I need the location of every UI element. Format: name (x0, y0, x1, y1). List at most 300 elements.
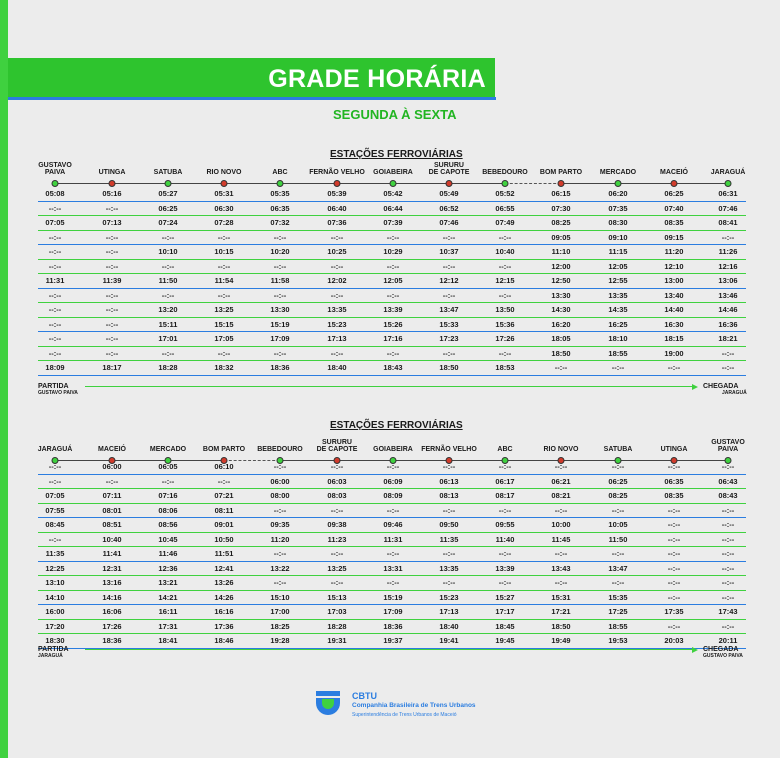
time-cell: --:-- (386, 232, 400, 242)
time-cell: 13:39 (495, 563, 515, 573)
station-name: MERCADO (599, 169, 637, 176)
time-cell: 19:00 (664, 348, 684, 358)
table-row (38, 576, 746, 591)
time-cell: 15:13 (327, 592, 347, 602)
chegada-station: JARAGUÁ (722, 390, 747, 396)
time-cell: --:-- (105, 305, 119, 314)
time-cell: 15:35 (608, 592, 628, 602)
time-cell: 13:50 (495, 305, 515, 314)
station-dot-icon (502, 180, 509, 187)
time-cell: 14:30 (551, 305, 571, 314)
time-cell: 11:35 (439, 534, 459, 544)
time-cell: 16:36 (718, 319, 738, 329)
time-cell: 08:35 (664, 491, 684, 500)
time-cell: 13:22 (270, 563, 290, 573)
time-cell: --:-- (721, 505, 735, 515)
time-cell: --:-- (217, 476, 231, 486)
time-cell: 12:10 (664, 261, 684, 271)
time-cell: --:-- (498, 462, 512, 471)
time-cell: 08:25 (551, 218, 571, 227)
time-cell: 13:47 (439, 305, 459, 314)
time-cell: 11:41 (102, 549, 122, 558)
table-row (38, 620, 746, 635)
time-cell: 06:55 (495, 203, 515, 213)
time-cell: 07:40 (664, 203, 684, 213)
cbtu-logo-icon (315, 690, 341, 716)
title-banner (8, 58, 495, 97)
time-cell: 11:31 (45, 276, 65, 285)
time-cell: 16:16 (214, 607, 234, 616)
section1-station-header (38, 158, 746, 180)
time-cell: --:-- (330, 462, 344, 471)
time-cell: 11:20 (664, 247, 684, 256)
time-cell: 13:31 (383, 563, 403, 573)
time-cell: --:-- (330, 549, 344, 558)
station-dot-icon (558, 180, 565, 187)
time-cell: 14:40 (664, 305, 684, 314)
time-cell: 14:21 (158, 592, 178, 602)
time-cell: --:-- (161, 476, 175, 486)
time-cell: --:-- (611, 549, 625, 558)
time-cell: 18:43 (383, 363, 403, 372)
time-cell: 08:13 (439, 491, 459, 500)
time-cell: 18:10 (608, 334, 628, 343)
time-cell: --:-- (498, 290, 512, 300)
chegada-label: CHEGADA (703, 383, 739, 390)
time-cell: 07:36 (327, 218, 347, 227)
time-cell: 07:32 (270, 218, 290, 227)
time-cell: --:-- (667, 462, 681, 471)
time-cell: --:-- (667, 621, 681, 631)
time-cell: 10:45 (158, 534, 178, 544)
arrow-right-icon (692, 384, 698, 390)
time-cell: 05:39 (327, 189, 347, 198)
time-cell: --:-- (721, 549, 735, 558)
time-cell: --:-- (105, 247, 119, 256)
time-cell: 13:35 (439, 563, 459, 573)
time-cell: --:-- (611, 462, 625, 471)
time-cell: 08:30 (608, 218, 628, 227)
time-cell: 18:36 (270, 363, 290, 372)
table-row (38, 260, 746, 275)
partida-station: GUSTAVO PAIVA (38, 390, 78, 396)
time-cell: --:-- (442, 261, 456, 271)
time-cell: --:-- (667, 534, 681, 544)
time-cell: 16:00 (45, 607, 65, 616)
station-dot-icon (446, 180, 453, 187)
time-cell: 07:35 (608, 203, 628, 213)
time-cell: 06:17 (495, 476, 515, 486)
time-cell: 13:10 (45, 578, 65, 587)
station-name: MACEIÓ (660, 169, 688, 176)
time-cell: --:-- (105, 232, 119, 242)
time-cell: 15:19 (383, 592, 403, 602)
time-cell: --:-- (442, 462, 456, 471)
station-name: MERCADO (149, 446, 187, 453)
station-name: GOIABEIRA (373, 169, 413, 176)
time-cell: 06:15 (551, 189, 571, 198)
table-row (38, 231, 746, 246)
time-cell: --:-- (161, 348, 175, 358)
time-cell: 12:36 (158, 563, 178, 573)
time-cell: --:-- (611, 578, 625, 587)
time-cell: 08:56 (158, 520, 178, 529)
time-cell: --:-- (48, 261, 62, 271)
time-cell: --:-- (721, 578, 735, 587)
table-row (38, 274, 746, 289)
time-cell: 06:52 (439, 203, 459, 213)
time-cell: 09:55 (495, 520, 515, 529)
time-cell: 11:23 (327, 534, 347, 544)
time-cell: --:-- (667, 563, 681, 573)
table-row (38, 634, 746, 649)
time-cell: --:-- (273, 348, 287, 358)
time-cell: 08:41 (718, 218, 738, 227)
table-row (38, 216, 746, 231)
time-cell: 13:30 (551, 290, 571, 300)
time-cell: 07:28 (214, 218, 234, 227)
time-cell: 08:17 (495, 491, 515, 500)
time-cell: 12:25 (45, 563, 65, 573)
time-cell: --:-- (442, 505, 456, 515)
time-cell: 15:26 (383, 319, 403, 329)
time-cell: 16:25 (608, 319, 628, 329)
time-cell: 14:16 (102, 592, 122, 602)
time-cell: --:-- (611, 363, 625, 372)
time-cell: 10:20 (270, 247, 290, 256)
table-row (38, 245, 746, 260)
time-cell: --:-- (105, 476, 119, 486)
row-divider (38, 375, 746, 376)
time-cell: 08:51 (102, 520, 122, 529)
time-cell: 15:31 (551, 592, 571, 602)
section1-heading: ESTAÇÕES FERROVIÁRIAS (330, 149, 463, 160)
time-cell: 13:43 (551, 563, 571, 573)
time-cell: 12:05 (608, 261, 628, 271)
time-cell: 10:37 (439, 247, 459, 256)
time-cell: 18:40 (439, 621, 459, 631)
time-cell: 06:03 (327, 476, 347, 486)
time-cell: 12:15 (495, 276, 515, 285)
time-cell: --:-- (611, 505, 625, 515)
time-cell: 17:16 (383, 334, 403, 343)
time-cell: 13:16 (102, 578, 122, 587)
time-cell: --:-- (554, 578, 568, 587)
time-cell: 07:11 (102, 491, 122, 500)
time-cell: 18:50 (439, 363, 459, 372)
direction-arrow-line (85, 649, 693, 650)
time-cell: 07:46 (718, 203, 738, 213)
time-cell: --:-- (161, 261, 175, 271)
table-row (38, 202, 746, 217)
time-cell: 06:25 (158, 203, 178, 213)
time-cell: --:-- (217, 232, 231, 242)
time-cell: 11:54 (214, 276, 234, 285)
time-cell: 08:01 (102, 505, 122, 515)
time-cell: 08:11 (214, 505, 234, 515)
time-cell: 07:05 (45, 491, 65, 500)
station-name: JARAGUÁ (710, 169, 746, 176)
time-cell: --:-- (667, 520, 681, 529)
station-dot-icon (277, 180, 284, 187)
time-cell: 09:10 (608, 232, 628, 242)
time-cell: --:-- (48, 290, 62, 300)
table-row (38, 489, 746, 504)
time-cell: 06:05 (158, 462, 178, 471)
time-cell: 08:09 (383, 491, 403, 500)
time-cell: --:-- (667, 549, 681, 558)
time-cell: 19:31 (327, 636, 347, 645)
time-cell: 15:23 (439, 592, 459, 602)
time-cell: --:-- (330, 505, 344, 515)
time-cell: 13:21 (158, 578, 178, 587)
time-cell: --:-- (105, 290, 119, 300)
time-cell: 17:43 (718, 607, 738, 616)
table-row (38, 332, 746, 347)
time-cell: 11:40 (495, 534, 515, 544)
time-cell: --:-- (48, 534, 62, 544)
time-cell: 06:13 (439, 476, 459, 486)
time-cell: --:-- (498, 232, 512, 242)
time-cell: 07:24 (158, 218, 178, 227)
time-cell: --:-- (273, 232, 287, 242)
time-cell: --:-- (386, 505, 400, 515)
time-cell: 19:41 (439, 636, 459, 645)
time-cell: 18:55 (608, 348, 628, 358)
time-cell: 17:03 (327, 607, 347, 616)
time-cell: 07:49 (495, 218, 515, 227)
time-cell: 06:21 (551, 476, 571, 486)
time-cell: 14:46 (718, 305, 738, 314)
time-cell: --:-- (721, 563, 735, 573)
station-dot-icon (725, 180, 732, 187)
time-cell: --:-- (721, 534, 735, 544)
time-cell: 12:12 (439, 276, 459, 285)
station-dot-icon (334, 180, 341, 187)
time-cell: 10:25 (327, 247, 347, 256)
time-cell: 16:30 (664, 319, 684, 329)
time-cell: 15:11 (158, 319, 178, 329)
time-cell: 10:40 (102, 534, 122, 544)
time-cell: --:-- (667, 363, 681, 372)
station-name: JARAGUÁ (37, 446, 73, 453)
time-cell: --:-- (667, 505, 681, 515)
station-dot-icon (221, 180, 228, 187)
time-cell: --:-- (442, 232, 456, 242)
time-cell: --:-- (554, 549, 568, 558)
time-cell: 11:35 (45, 549, 65, 558)
time-cell: 19:45 (495, 636, 515, 645)
time-cell: 14:35 (608, 305, 628, 314)
time-cell: --:-- (217, 348, 231, 358)
station-name: SATUBA (603, 446, 633, 453)
time-cell: 17:13 (439, 607, 459, 616)
table-row (38, 303, 746, 318)
time-cell: 09:50 (439, 520, 459, 529)
time-cell: 06:43 (718, 476, 738, 486)
time-cell: 05:42 (383, 189, 403, 198)
time-cell: --:-- (105, 203, 119, 213)
logo-name: CBTU (352, 691, 377, 701)
time-cell: 15:10 (270, 592, 290, 602)
time-cell: --:-- (48, 203, 62, 213)
time-cell: 17:09 (270, 334, 290, 343)
time-cell: 15:33 (439, 319, 459, 329)
time-cell: 06:00 (270, 476, 290, 486)
time-cell: 06:44 (383, 203, 403, 213)
time-cell: 05:08 (45, 189, 65, 198)
time-cell: 17:20 (45, 621, 65, 631)
time-cell: --:-- (217, 290, 231, 300)
station-name: UTINGA (98, 169, 126, 176)
time-cell: 05:49 (439, 189, 459, 198)
time-cell: 13:35 (327, 305, 347, 314)
time-cell: --:-- (554, 462, 568, 471)
station-name: BEBEDOURO (482, 169, 528, 176)
time-cell: 17:36 (214, 621, 234, 631)
time-cell: 15:36 (495, 319, 515, 329)
time-cell: 11:46 (158, 549, 178, 558)
time-cell: --:-- (330, 232, 344, 242)
time-cell: 07:05 (45, 218, 65, 227)
time-cell: --:-- (721, 348, 735, 358)
time-cell: 17:35 (664, 607, 684, 616)
table-row (38, 605, 746, 620)
time-cell: 06:35 (270, 203, 290, 213)
time-cell: --:-- (48, 319, 62, 329)
direction-arrow-line (85, 386, 693, 387)
time-cell: 05:52 (495, 189, 515, 198)
time-cell: 18:50 (551, 621, 571, 631)
time-cell: 12:41 (214, 563, 234, 573)
station-name: SATUBA (153, 169, 183, 176)
table-row (38, 460, 746, 475)
time-cell: 11:10 (551, 247, 571, 256)
table-row (38, 591, 746, 606)
time-cell: --:-- (330, 348, 344, 358)
partida-label: PARTIDA (38, 646, 69, 653)
time-cell: 18:50 (551, 348, 571, 358)
title-underline (8, 97, 496, 100)
time-cell: 08:00 (270, 491, 290, 500)
time-cell: 08:43 (718, 491, 738, 500)
time-cell: 17:23 (439, 334, 459, 343)
station-name: SURURU DE CAPOTE (316, 439, 358, 453)
time-cell: --:-- (386, 290, 400, 300)
time-cell: 16:20 (551, 319, 571, 329)
time-cell: --:-- (386, 348, 400, 358)
time-cell: 07:30 (551, 203, 571, 213)
time-cell: 19:28 (270, 636, 290, 645)
time-cell: --:-- (442, 348, 456, 358)
time-cell: 09:38 (327, 520, 347, 529)
station-name: ABC (272, 169, 288, 176)
time-cell: 18:36 (383, 621, 403, 631)
time-cell: 16:06 (102, 607, 122, 616)
time-cell: --:-- (161, 232, 175, 242)
time-cell: 08:06 (158, 505, 178, 515)
time-cell: 18:41 (158, 636, 178, 645)
time-cell: 17:25 (608, 607, 628, 616)
table-row (38, 504, 746, 519)
time-cell: 06:00 (102, 462, 122, 471)
time-cell: 09:15 (664, 232, 684, 242)
time-cell: 13:40 (664, 290, 684, 300)
time-cell: --:-- (498, 348, 512, 358)
time-cell: 18:28 (327, 621, 347, 631)
time-cell: --:-- (105, 261, 119, 271)
time-cell: 12:05 (383, 276, 403, 285)
time-cell: 09:35 (270, 520, 290, 529)
section2-heading: ESTAÇÕES FERROVIÁRIAS (330, 420, 463, 431)
time-cell: 17:05 (214, 334, 234, 343)
time-cell: --:-- (48, 348, 62, 358)
time-cell: 18:15 (664, 334, 684, 343)
time-cell: 05:35 (270, 189, 290, 198)
time-cell: 17:26 (102, 621, 122, 631)
time-cell: --:-- (498, 549, 512, 558)
time-cell: 06:09 (383, 476, 403, 486)
time-cell: 18:21 (718, 334, 738, 343)
table-row (38, 361, 746, 376)
time-cell: 07:55 (45, 505, 65, 515)
page-title: GRADE HORÁRIA (268, 65, 486, 93)
time-cell: 18:36 (102, 636, 122, 645)
time-cell: 18:55 (608, 621, 628, 631)
page-subtitle: SEGUNDA À SEXTA (333, 107, 457, 122)
time-cell: 14:10 (45, 592, 65, 602)
time-cell: 13:20 (158, 305, 178, 314)
time-cell: 17:09 (383, 607, 403, 616)
time-cell: --:-- (105, 334, 119, 343)
time-cell: 17:21 (551, 607, 571, 616)
time-cell: --:-- (48, 462, 62, 471)
station-name: GUSTAVO PAIVA (38, 162, 72, 176)
time-cell: 20:11 (718, 636, 738, 645)
time-cell: 13:47 (608, 563, 628, 573)
time-cell: --:-- (48, 334, 62, 343)
time-cell: 18:09 (45, 363, 65, 372)
time-cell: 11:50 (608, 534, 628, 544)
time-cell: 07:39 (383, 218, 403, 227)
time-cell: --:-- (498, 261, 512, 271)
time-cell: 12:16 (718, 261, 738, 271)
station-name: FERNÃO VELHO (309, 169, 365, 176)
time-cell: --:-- (273, 261, 287, 271)
table-row (38, 562, 746, 577)
station-dot-icon (671, 180, 678, 187)
time-cell: --:-- (330, 290, 344, 300)
time-cell: 13:39 (383, 305, 403, 314)
time-cell: 11:45 (551, 534, 571, 544)
station-dot-icon (52, 180, 59, 187)
time-cell: --:-- (105, 319, 119, 329)
station-name: SURURU DE CAPOTE (428, 162, 470, 176)
table-row (38, 518, 746, 533)
table-row (38, 347, 746, 362)
station-name: UTINGA (660, 446, 688, 453)
time-cell: 05:31 (214, 189, 234, 198)
time-cell: 06:31 (718, 189, 738, 198)
time-cell: --:-- (48, 247, 62, 256)
table-row (38, 289, 746, 304)
time-cell: 19:53 (608, 636, 628, 645)
time-cell: --:-- (330, 578, 344, 587)
time-cell: 10:10 (158, 247, 178, 256)
station-name: GOIABEIRA (373, 446, 413, 453)
time-cell: 10:15 (214, 247, 234, 256)
time-cell: --:-- (217, 261, 231, 271)
